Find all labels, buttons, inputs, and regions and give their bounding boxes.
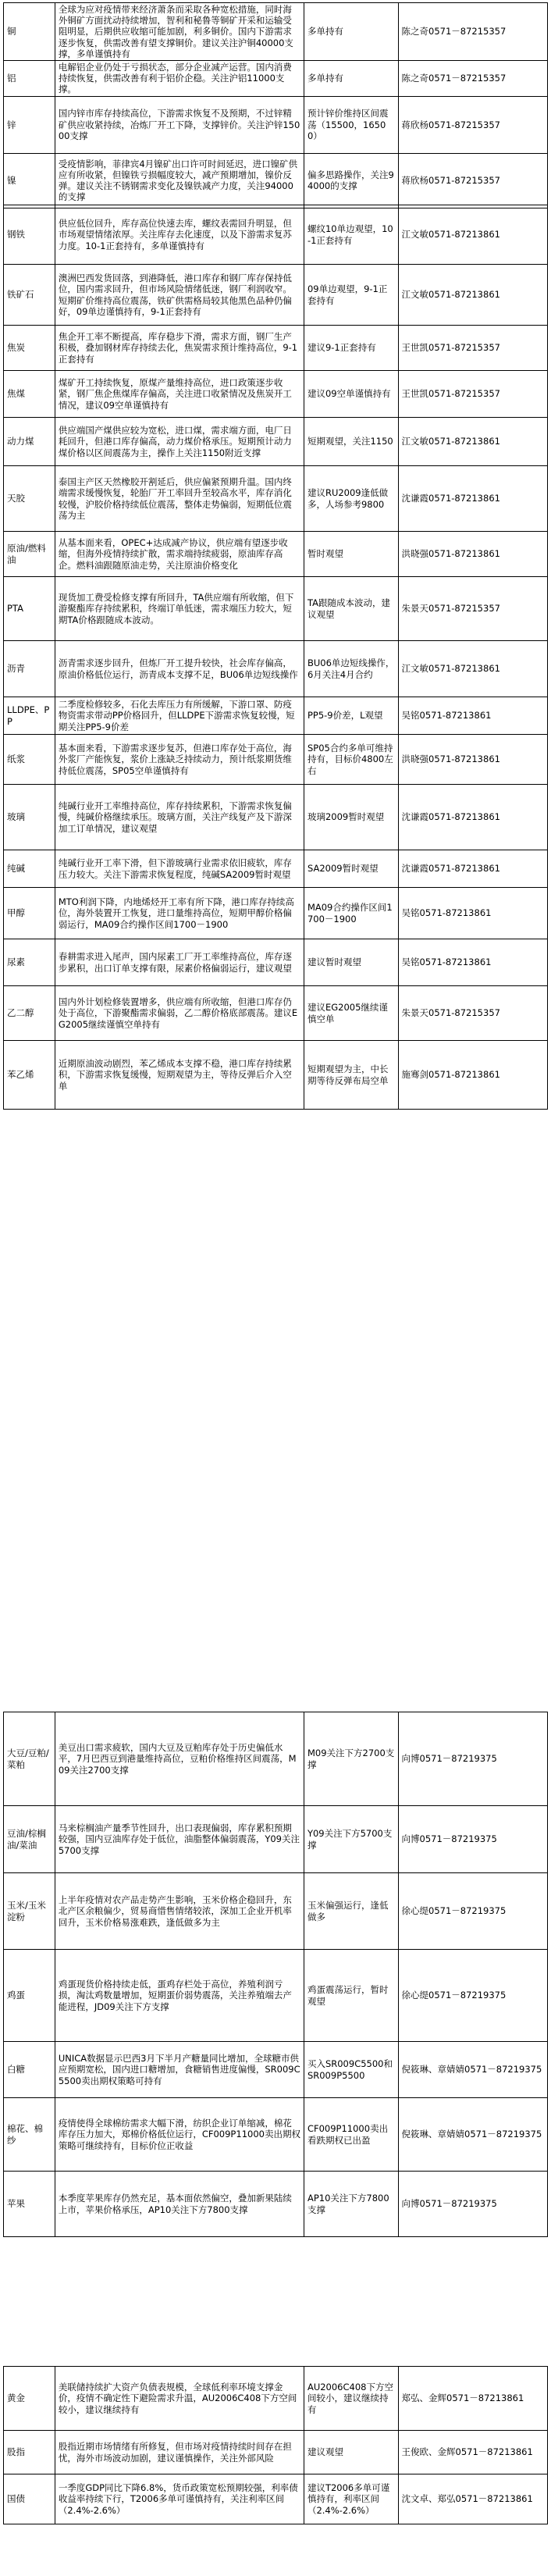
agricultural-table [3,1712,548,2237]
analyst-contact: 蒋欣杨0571-87215357 [398,153,548,208]
commodity-row [4,986,548,1041]
strategy-view: AP10关注下方7800支撑 [304,2172,398,2237]
commodity-name: 纸浆 [4,735,55,785]
analysis-text: 受疫情影响，菲律宾4月镍矿出口许可时间延迟，进口镍矿供应有所收紧，但镍铁亏损幅度较大，减产预期增加，镍价反弹。建议关注不锈钢需求变化及镍铁减产力度，关注94000的支撑 [55,153,304,208]
analyst-contact: 沈谦霞0571-87213861 [398,466,548,532]
analysis-text: 一季度GDP同比下降6.8%，货币政策宽松预期较强，利率债收益率持续下行，T2006多单可谨慎持有，关注利率区间（2.4%-2.6%） [55,2474,304,2524]
strategy-view: 玉米偏强运行，逢低做多 [304,1873,398,1950]
commodity-name: 鸡蛋 [4,1950,55,2042]
analyst-contact: 向博0571－87219375 [398,2172,548,2237]
analyst-contact: 吴铭0571-87213861 [398,888,548,939]
commodity-name: 锌 [4,96,55,153]
commodity-row [4,2474,548,2524]
analysis-text: 现货加工费受检修支撑有所回升，TA供应端有所收缩，但下游聚酯库存持续累积，终端订单低迷，需求端压力较大，短期TA价格跟随成本波动。 [55,577,304,641]
commodity-row [4,850,548,888]
strategy-view: BU06单边短线操作，6月关注4月合约 [304,641,398,697]
commodity-row [4,1873,548,1950]
analysis-text: 焦企开工率不断提高，库存稳步下滑，需求方面，钢厂生产积极，叠加钢材库存持续去化，焦炭需求预计维持高位，9-1正套持有 [55,326,304,371]
analysis-text: 疫情使得全球棉纺需求大幅下滑，纺织企业订单缩减，棉花库存压力加大，郑棉价格低位运行，CF009P11000卖出期权策略可继续持有，目标价位正收益 [55,2098,304,2172]
analyst-contact: 徐心缇0571－87219375 [398,1873,548,1950]
analyst-contact: 江文敏0571-87213861 [398,641,548,697]
analysis-text: 二季度检修较多，石化去库压力有所缓解，下游口罩、防疫物资需求带动PP价格回升，但LLDPE下游需求恢复较慢，短期关注PP5-9价差 [55,697,304,735]
commodity-name: 铁矿石 [4,265,55,326]
strategy-view: 建议9-1正套持有 [304,326,398,371]
analysis-text: 鸡蛋现货价格持续走低，蛋鸡存栏处于高位，养殖利润亏损，淘汰鸡数量增加，短期蛋价弱势震荡，关注养殖端去产能进程，JD09关注下方支撑 [55,1950,304,2042]
commodity-row [4,205,548,265]
commodity-name: 乙二醇 [4,986,55,1041]
analysis-text: 春耕需求进入尾声，国内尿素工厂开工率维持高位，库存逐步累积，出口订单支撑有限，尿素价格偏弱运行，建议观望 [55,939,304,986]
commodity-name: 天胶 [4,466,55,532]
strategy-view: SP05合约多单可维持持有，目标价4800左右 [304,735,398,785]
commodity-name: 纯碱 [4,850,55,888]
analyst-contact: 洪晓强0571-87213861 [398,532,548,577]
strategy-view: TA跟随成本波动，建议观望 [304,577,398,641]
analysis-text: 基本面来看，下游需求逐步复苏，但港口库存处于高位，海外浆厂产能恢复，浆价上涨缺乏持续动力，预计纸浆期货维持低位震荡，SP05空单谨慎持有 [55,735,304,785]
analysis-text: 国内锌市库存持续高位，下游需求恢复不及预期，不过锌精矿供应收紧持续，冶炼厂开工下降，支撑锌价。关注沪锌15000支撑 [55,96,304,153]
commodity-row [4,785,548,850]
analysis-text: 电解铝企业仍处于亏损状态，部分企业减产运营。国内消费持续恢复，供需改善有利于铝价企稳。关注沪铝11000支撑。 [55,61,304,97]
analyst-contact: 王俊欧、金辉0571－87213861 [398,2431,548,2474]
commodity-name: 黄金 [4,2367,55,2431]
commodity-name: 苯乙烯 [4,1041,55,1110]
commodity-name: 大豆/豆粕/菜粕 [4,1712,55,1806]
analysis-text: 从基本面来看，OPEC+达成减产协议，供应端有望逐步收缩，但海外疫情持续扩散，需求端持续疲弱，原油库存高企。燃料油跟随原油走势，关注原油价格变化 [55,532,304,577]
commodity-name: LLDPE、PP [4,697,55,735]
analysis-text: 沥青需求逐步回升，但炼厂开工提升较快，社会库存偏高，原油价格低位运行，沥青成本支撑不足，BU06单边短线操作 [55,641,304,697]
commodity-name: 钢铁 [4,205,55,265]
strategy-view: 暂时观望 [304,532,398,577]
analyst-contact: 沈文卓、郑弘0571－87213861 [398,2474,548,2524]
strategy-view: 建议观望 [304,2431,398,2474]
commodity-row [4,3,548,61]
strategy-view: 多单持有 [304,61,398,97]
commodity-row [4,418,548,466]
commodity-row [4,326,548,371]
analyst-contact: 朱景天0571-87215357 [398,986,548,1041]
commodity-name: 尿素 [4,939,55,986]
commodity-row [4,466,548,532]
strategy-view: 多单持有 [304,3,398,61]
commodity-row [4,697,548,735]
analyst-contact: 向博0571－87219375 [398,1806,548,1873]
analyst-contact: 江文敏0571-87213861 [398,265,548,326]
analyst-contact: 沈谦霞0571-87213861 [398,850,548,888]
analysis-text: 供应低位回升，库存高位快速去库，螺纹表需回升明显，但市场观望情绪浓厚。关注库存去化速度，以及下游需求复苏力度。10-1正套持有，多单谨慎持有 [55,205,304,265]
commodity-name: 沥青 [4,641,55,697]
commodity-name: 玉米/玉米淀粉 [4,1873,55,1950]
analysis-text: 国内外计划检修装置增多，供应端有所收缩，但港口库存仍处于高位，下游聚酯需求偏弱，乙二醇价格底部震荡。建议EG2005继续谨慎空单持有 [55,986,304,1041]
commodity-row [4,265,548,326]
strategy-view: 建议EG2005继续谨慎空单 [304,986,398,1041]
commodity-row [4,888,548,939]
analysis-text: 纯碱行业开工率下滑，但下游玻璃行业需求依旧疲软，库存压力较大。关注下游需求恢复程度，纯碱SA2009暂时观望 [55,850,304,888]
analyst-contact: 倪筱琳、章婧婧0571－87219375 [398,2098,548,2172]
commodity-name: 白糖 [4,2042,55,2098]
strategy-view: AU2006C408下方空间较小，建议继续持有 [304,2367,398,2431]
commodity-row [4,577,548,641]
commodity-row [4,735,548,785]
analyst-contact: 吴铭0571-87213861 [398,697,548,735]
analysis-text: 全球为应对疫情带来经济萧条而采取各种宽松措施，同时海外铜矿方面扰动持续增加，智利和秘鲁等铜矿开采和运输受阻明显，后期供应收缩可能加剧，利多铜价。国内下游需求逐步恢复，供需改善有望支撑铜价。建议关注沪铜40000支撑，多单谨慎持有 [55,3,304,61]
analyst-contact: 施骞剑0571-87213861 [398,1041,548,1110]
commodity-name: PTA [4,577,55,641]
analysis-text: 澳洲巴西发货回落，到港降低，港口库存和钢厂库存保持低位，国内需求回升，但市场风险情绪低迷，钢厂利润收窄。短期矿价维持高位震荡，铁矿供需格局较其他黑色品种仍偏好，09单边谨慎持有，9-1正套持有 [55,265,304,326]
strategy-view: 鸡蛋震荡运行，暂时观望 [304,1950,398,2042]
analysis-text: 近期原油波动剧烈，苯乙烯成本支撑不稳，港口库存持续累积，下游需求恢复缓慢，短期观望为主，等待反弹后介入空单 [55,1041,304,1110]
commodity-name: 铜 [4,3,55,61]
analysis-text: MTO利润下降，内地烯烃开工率有所下降，港口库存持续高位，海外装置开工恢复，进口量维持高位，短期甲醇价格偏弱运行，MA09合约操作区间1700－1900 [55,888,304,939]
strategy-view: M09关注下方2700支撑 [304,1712,398,1806]
analysis-text: 煤矿开工持续恢复，原煤产量维持高位，进口政策逐步收紧，钢厂焦企焦煤库存偏高，关注进口收紧情况及焦炭开工情况，建议09空单谨慎持有 [55,371,304,418]
commodity-row [4,641,548,697]
analyst-contact: 王世凯0571-87215357 [398,371,548,418]
strategy-view: 09单边观望，9-1正套持有 [304,265,398,326]
commodity-row [4,2042,548,2098]
analyst-contact: 江文敏0571-87213861 [398,418,548,466]
analysis-text: 马来棕榈油产量季节性回升，出口表现偏弱，库存累积预期较强，国内豆油库存处于低位，油脂整体偏弱震荡，Y09关注5700支撑 [55,1806,304,1873]
analysis-text: 美联储持续扩大资产负债表规模，全球低利率环境支撑金价，疫情不确定性下避险需求升温，AU2006C408下方空间较小，建议继续持有 [55,2367,304,2431]
analysis-text: 泰国主产区天然橡胶开割延后，供应偏紧预期升温。国内终端需求缓慢恢复，轮胎厂开工率回升至较高水平，库存消化较慢，沪胶价格持续低位震荡，整体走势偏弱，短期低位震荡为主 [55,466,304,532]
analysis-text: 上半年疫情对农产品走势产生影响，玉米价格企稳回升，东北产区余粮偏少，贸易商惜售情绪较浓，深加工企业开机率回升，玉米价格易涨难跌，逢低做多为主 [55,1873,304,1950]
commodity-name: 焦炭 [4,326,55,371]
commodity-name: 玻璃 [4,785,55,850]
analyst-contact: 陈之奇0571－87215357 [398,3,548,61]
commodity-row [4,532,548,577]
commodity-row [4,1950,548,2042]
analyst-contact: 向博0571－87219375 [398,1712,548,1806]
financial-table [3,2366,548,2524]
commodity-row [4,1041,548,1110]
commodity-name: 棉花、棉纱 [4,2098,55,2172]
analysis-text: 本季度苹果库存仍然充足，基本面依然偏空，叠加新果陆续上市，苹果价格承压，AP10关注下方7800支撑 [55,2172,304,2237]
strategy-view: 短期观望为主，中长期等待反弹布局空单 [304,1041,398,1110]
strategy-view: SA2009暂时观望 [304,850,398,888]
analyst-contact: 倪筱琳、章婧婧0571－87219375 [398,2042,548,2098]
strategy-view: 建议09空单谨慎持有 [304,371,398,418]
commodity-row [4,2098,548,2172]
strategy-view: 买入SR009C5500和SR009P5500 [304,2042,398,2098]
strategy-view: 玻璃2009暂时观望 [304,785,398,850]
analysis-text: 纯碱行业开工率维持高位，库存持续累积，下游需求恢复偏慢，纯碱价格继续承压。玻璃方面，关注产线复产及下游深加工订单情况，建议观望 [55,785,304,850]
commodity-row [4,939,548,986]
analysis-text: UNICA数据显示巴西3月下半月产糖量同比增加，全球糖市供应预期宽松，国内进口糖增加，食糖销售进度偏慢，SR009C5500卖出期权策略可持有 [55,2042,304,2098]
commodity-name: 甲醇 [4,888,55,939]
analyst-contact: 朱景天0571-87215357 [398,577,548,641]
strategy-view: 建议T2006多单可谨慎持有，利率区间（2.4%-2.6%） [304,2474,398,2524]
strategy-view: 短期观望，关注1150 [304,418,398,466]
commodity-row [4,2431,548,2474]
commodity-row [4,96,548,153]
commodity-row [4,371,548,418]
commodity-row [4,2367,548,2431]
commodity-row [4,61,548,97]
analysis-text: 美豆出口需求疲软，国内大豆及豆粕库存处于历史偏低水平，7月巴西豆到港量维持高位，豆粕价格维持区间震荡，M09关注2700支撑 [55,1712,304,1806]
analysis-text: 股指近期市场情绪有所修复，但市场对疫情持续时间存在担忧，海外市场波动加剧，建议谨慎操作，关注外部风险 [55,2431,304,2474]
commodity-name: 苹果 [4,2172,55,2237]
commodity-name: 动力煤 [4,418,55,466]
commodity-row [4,1712,548,1806]
analyst-contact: 沈谦霞0571-87213861 [398,785,548,850]
strategy-view: 偏多思路操作，关注94000的支撑 [304,153,398,208]
commodity-name: 股指 [4,2431,55,2474]
commodity-row [4,153,548,208]
commodity-name: 铝 [4,61,55,97]
analyst-contact: 吴铭0571-87213861 [398,939,548,986]
commodity-name: 镍 [4,153,55,208]
analyst-contact: 王世凯0571-87215357 [398,326,548,371]
strategy-view: 建议RU2009逢低做多，人场参考9800 [304,466,398,532]
analyst-contact: 洪晓强0571-87213861 [398,735,548,785]
nonferrous-table [3,2,548,208]
strategy-view: 螺纹10单边观望，10-1正套持有 [304,205,398,265]
analyst-contact: 郑弘、金辉0571－87213861 [398,2367,548,2431]
commodity-name: 原油/燃料油 [4,532,55,577]
strategy-view: CF009P11000卖出看跌期权已出盈 [304,2098,398,2172]
strategy-view: 预计锌价维持区间震荡（15500，16500） [304,96,398,153]
analyst-contact: 蒋欣杨0571-87215357 [398,96,548,153]
strategy-view: MA09合约操作区间1700－1900 [304,888,398,939]
analyst-contact: 陈之奇0571－87215357 [398,61,548,97]
analyst-contact: 徐心缇0571－87219375 [398,1950,548,2042]
strategy-view: Y09关注下方5700支撑 [304,1806,398,1873]
commodity-row [4,2172,548,2237]
analysis-text: 供应端国产煤供应较为宽松，进口煤，需求端方面，电厂日耗回升，但港口库存偏高，动力煤价格承压。短期预计动力煤价格以区间震荡为主，操作上关注1150附近支撑 [55,418,304,466]
strategy-view: PP5-9价差，L观望 [304,697,398,735]
black-energy-chemical-table [3,205,548,1110]
strategy-view: 建议暂时观望 [304,939,398,986]
commodity-name: 国债 [4,2474,55,2524]
analyst-contact: 江文敏0571-87213861 [398,205,548,265]
commodity-row [4,1806,548,1873]
commodity-name: 豆油/棕榈油/菜油 [4,1806,55,1873]
commodity-name: 焦煤 [4,371,55,418]
